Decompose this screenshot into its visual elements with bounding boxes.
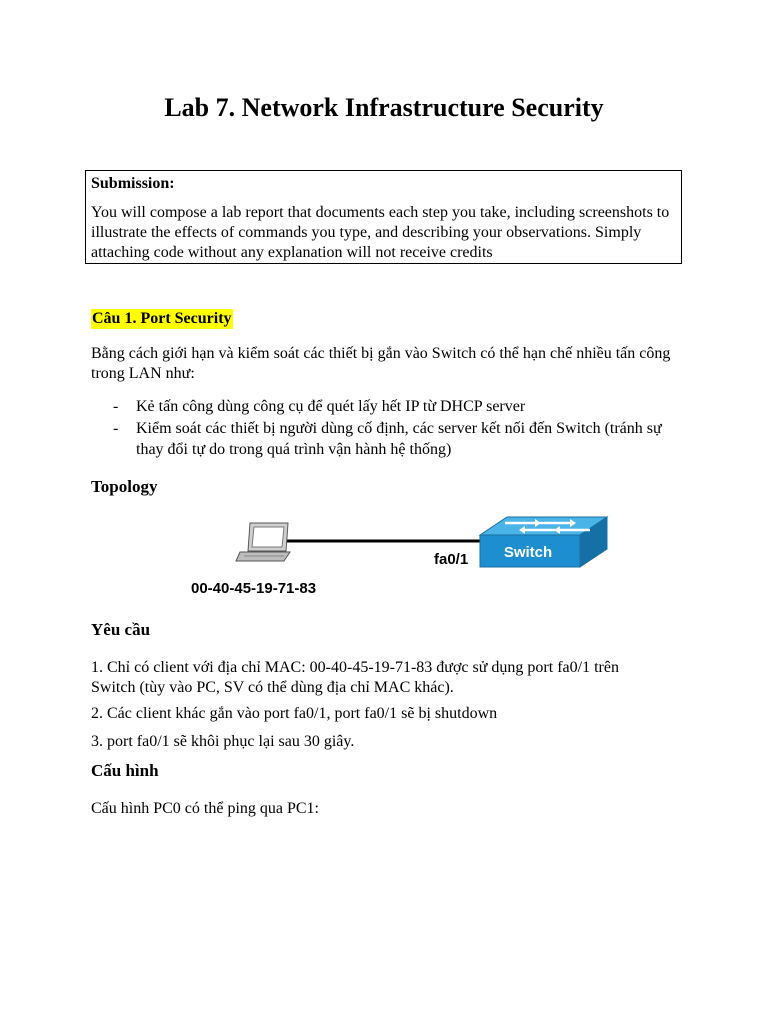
requirement-item-3: 3. port fa0/1 sẽ khôi phục lại sau 30 giây. <box>91 733 355 750</box>
mac-address-label: 00-40-45-19-71-83 <box>191 580 317 597</box>
config-heading: Cấu hình <box>91 761 159 780</box>
config-text: Cấu hình PC0 có thể ping qua PC1: <box>91 800 319 817</box>
port-label: fa0/1 <box>434 551 469 568</box>
section1-bullet-list <box>91 396 691 461</box>
bullet-dash: - <box>113 420 119 437</box>
submission-text: You will compose a lab report that documents each step you take, including screenshots to illustrate the effects of commands you type, and describing your observations. Simply attaching code without any explanation will not receive credits <box>91 204 670 261</box>
bullet-text: Kẻ tấn công dùng công cụ để quét lấy hết IP từ DHCP server <box>136 398 526 415</box>
topology-heading: Topology <box>91 477 158 496</box>
section1-heading: Câu 1. Port Security <box>92 310 232 327</box>
page-title: Lab 7. Network Infrastructure Security <box>164 93 604 122</box>
requirement-item-2: 2. Các client khác gắn vào port fa0/1, port fa0/1 sẽ bị shutdown <box>91 705 498 722</box>
topology-diagram <box>180 505 620 605</box>
requirements-heading: Yêu cầu <box>91 620 151 639</box>
list-item <box>91 396 691 417</box>
switch-label: Switch <box>503 544 553 561</box>
section1-intro: Bằng cách giới hạn và kiểm soát các thiết bị gắn vào Switch có thể hạn chế nhiều tấn công trong LAN như: <box>91 345 671 382</box>
bullet-text: Kiểm soát các thiết bị người dùng cố định, các server kết nối đến Switch (tránh sự thay đổi tự do trong quá trình vận hành hệ thống) <box>136 420 662 458</box>
submission-label: Submission: <box>91 175 175 192</box>
switch-icon <box>480 517 607 567</box>
bullet-dash: - <box>113 398 119 415</box>
list-item <box>91 418 691 460</box>
submission-box <box>85 170 682 264</box>
laptop-icon <box>236 523 290 561</box>
requirement-item-1: 1. Chỉ có client với địa chỉ MAC: 00-40-45-19-71-83 được sử dụng port fa0/1 trên Switch (tùy vào PC, SV có thể dùng địa chỉ MAC khác). <box>91 659 619 696</box>
